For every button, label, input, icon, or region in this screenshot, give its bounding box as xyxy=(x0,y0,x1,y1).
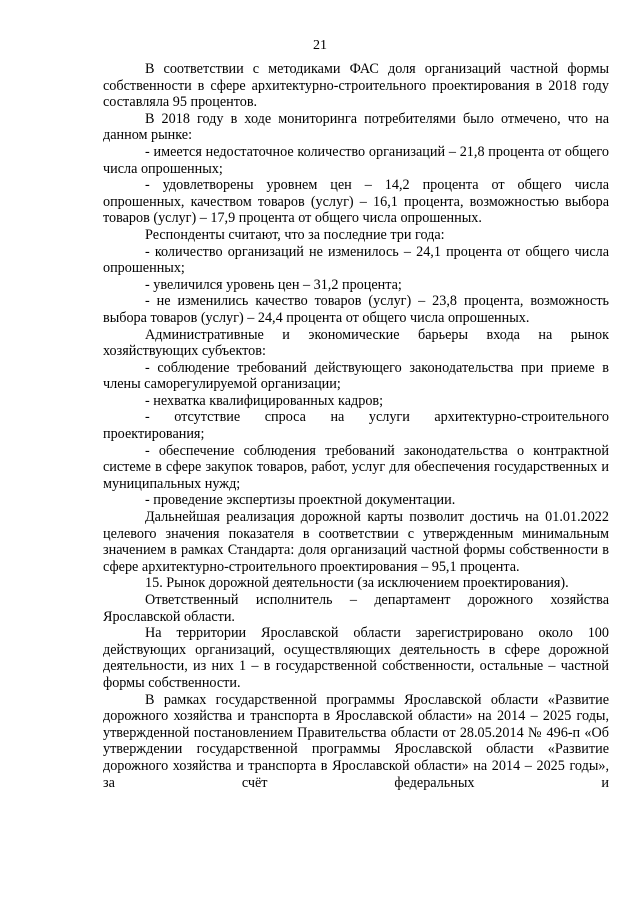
list-item: - обеспечение соблюдения требований законодательства о контрактной системе в сфере закупок товаров, работ, услуг для обеспечения государственных и муниципальных нужд; xyxy=(103,442,609,492)
list-item: - удовлетворены уровнем цен – 14,2 процента от общего числа опрошенных, качеством товаров (услуг) – 16,1 процента, возможностью выбора товаров (услуг) – 17,9 процента от общего числа опрошенных. xyxy=(103,177,609,227)
list-item: - увеличился уровень цен – 31,2 процента; xyxy=(145,276,402,293)
paragraph: В соответствии с методиками ФАС доля организаций частной формы собственности в сфере архитектурно-строительного проектирования в 2018 году составляла 95 процентов. xyxy=(103,61,609,111)
list-item: - имеется недостаточное количество организаций – 21,8 процента от общего числа опрошенных; xyxy=(103,143,609,177)
paragraph: В рамках государственной программы Ярославской области «Развитие дорожного хозяйства и транспорта в Ярославской области» на 2014 – 2025 годы, утвержденной постановлением Правительства области от 28.05.2014 № 496-п «Об утверждении государственной программы Ярославской области «Развитие дорожного хозяйства и транспорта в Ярославской области» на 2014 – 2025 годы», за счёт федеральных и xyxy=(103,691,609,791)
list-item: - количество организаций не изменилось – 24,1 процента от общего числа опрошенных; xyxy=(103,243,609,277)
paragraph: Ответственный исполнитель – департамент дорожного хозяйства Ярославской области. xyxy=(103,592,609,625)
paragraph: Административные и экономические барьеры входа на рынок хозяйствующих субъектов: xyxy=(103,326,609,360)
paragraph: В 2018 году в ходе мониторинга потребителями было отмечено, что на данном рынке: xyxy=(103,110,609,144)
paragraph: Респонденты считают, что за последние три года: xyxy=(145,226,445,243)
list-item: - проведение экспертизы проектной документации. xyxy=(145,492,456,509)
list-item: - отсутствие спроса на услуги архитектурно-строительного проектирования; xyxy=(103,409,609,443)
list-item: - не изменились качество товаров (услуг) – 23,8 процента, возможность выбора товаров (услуг) – 24,4 процента от общего числа опрошенных. xyxy=(103,293,609,326)
list-item: - соблюдение требований действующего законодательства при приеме в члены саморегулируемой организации; xyxy=(103,359,609,393)
list-item: - нехватка квалифицированных кадров; xyxy=(145,392,384,409)
paragraph: Дальнейшая реализация дорожной карты позволит достичь на 01.01.2022 целевого значения показателя в соответствии с утвержденным минимальным значением в рамках Стандарта: доля организаций частной формы собственности в сфере архитектурно-строительного проектирования – 95,1 процента. xyxy=(103,509,609,575)
page-number: 21 xyxy=(313,38,327,53)
paragraph: На территории Ярославской области зарегистрировано около 100 действующих организаций, осуществляющих деятельность в сфере дорожной деятельности, из них 1 – в государственной собственности, остальные – частной формы собственности. xyxy=(103,625,609,691)
document-body xyxy=(103,61,609,791)
section-heading: 15. Рынок дорожной деятельности (за исключением проектирования). xyxy=(145,575,569,592)
